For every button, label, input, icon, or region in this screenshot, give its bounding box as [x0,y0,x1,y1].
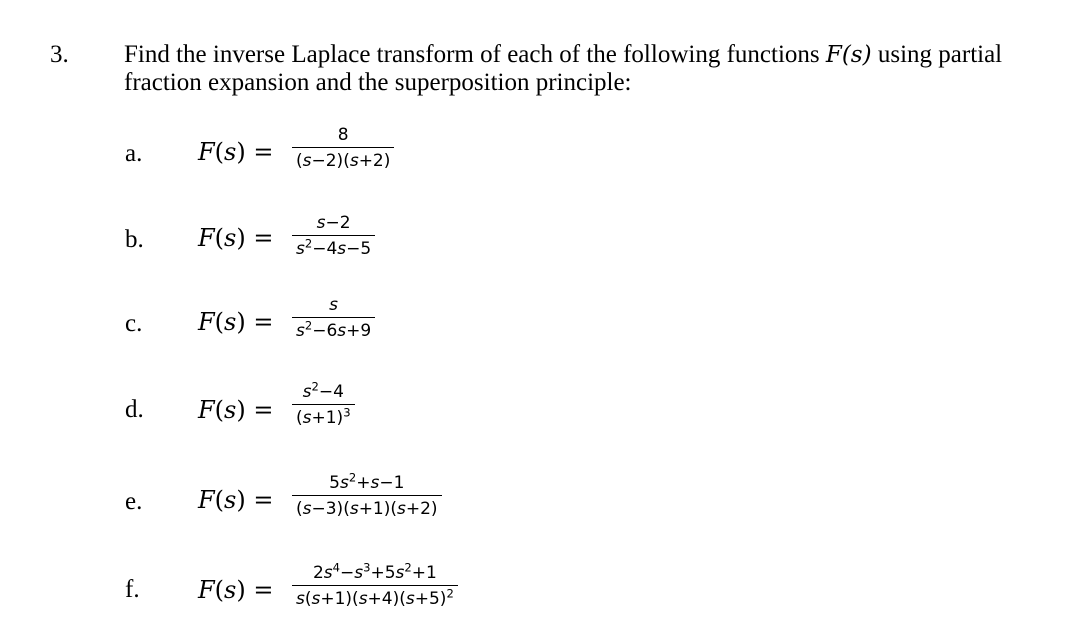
prompt-text-end: using partial fraction expansion and the superposition principle: [124,41,1003,96]
numerator: $5s^2+s-1$ [329,470,405,493]
denominator: $s^2-4s-5$ [296,236,372,259]
fraction-bar [292,585,458,586]
part-f [0,558,1084,638]
part-b [0,206,1084,286]
part-a [0,120,1084,200]
numerator: s−2 [316,213,351,233]
part-d [0,378,1084,458]
part-e [0,468,1084,548]
denominator: (s−3)(s+1)(s+2) [296,499,438,519]
part-label: b. [125,226,144,253]
fraction-bar [292,495,442,496]
part-label: e. [125,488,143,515]
function-lhs: F(s) = [198,396,274,424]
part-label: d. [125,396,144,423]
function-lhs: F(s) = [198,486,274,514]
part-c [0,290,1084,370]
denominator: $s^2-6s+9$ [296,318,372,341]
question-number: 3. [50,41,69,68]
denominator: $(s+1)^3$ [296,405,351,428]
function-lhs: F(s) = [198,308,274,336]
part-label: f. [125,576,140,603]
fraction [292,212,375,260]
denominator: $s(s+1)(s+4)(s+5)^2$ [296,586,454,609]
numerator: s [329,295,339,315]
question-prompt [124,41,1044,97]
fraction [292,294,375,342]
fraction [292,562,458,610]
numerator: $s^2-4$ [302,379,344,402]
function-lhs: F(s) = [198,224,274,252]
part-label: a. [125,140,143,167]
denominator: (s−2)(s+2) [296,151,391,171]
fraction [292,124,394,172]
function-lhs: F(s) = [198,138,274,166]
part-label: c. [125,310,143,337]
prompt-text-start: Find the inverse Laplace transform of each of the following functions [124,41,826,68]
fraction [292,472,442,520]
function-lhs: F(s) = [198,576,274,604]
numerator: 8 [337,125,349,145]
fraction [292,381,355,429]
numerator: $2s^4-s^3+5s^2+1$ [312,560,437,583]
fraction-bar [292,147,394,148]
prompt-function-symbol: F(s) [825,42,872,68]
